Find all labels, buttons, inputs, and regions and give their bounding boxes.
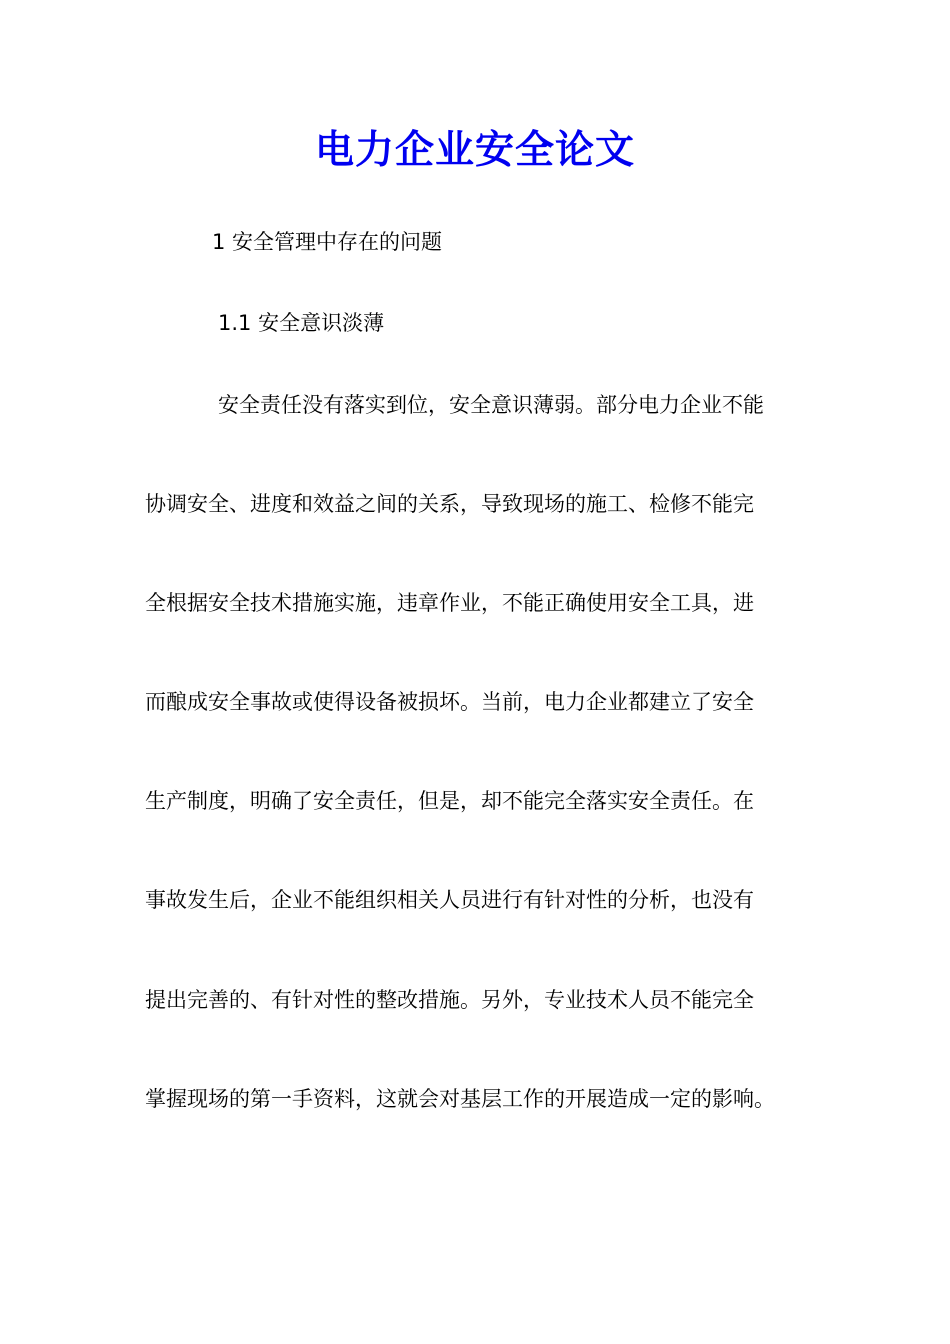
paragraph-line-5: 生产制度，明确了安全责任，但是，却不能完全落实安全责任。在 (145, 789, 754, 813)
paragraph-line-8: 掌握现场的第一手资料，这就会对基层工作的开展造成一定的影响。 (145, 1087, 775, 1111)
paragraph-line-4: 而酿成安全事故或使得设备被损坏。当前，电力企业都建立了安全 (145, 690, 754, 714)
paragraph-line-1: 安全责任没有落实到位，安全意识薄弱。部分电力企业不能 (218, 393, 764, 417)
paragraph-line-2: 协调安全、进度和效益之间的关系，导致现场的施工、检修不能完 (145, 492, 754, 516)
subsection-heading: 1.1 安全意识淡薄 (218, 311, 385, 335)
paragraph-line-6: 事故发生后，企业不能组织相关人员进行有针对性的分析，也没有 (145, 888, 754, 912)
document-title: 电力企业安全论文 (314, 127, 635, 173)
section-heading: 1 安全管理中存在的问题 (212, 230, 443, 254)
paragraph-line-7: 提出完善的、有针对性的整改措施。另外，专业技术人员不能完全 (145, 988, 754, 1012)
paragraph-line-3: 全根据安全技术措施实施，违章作业，不能正确使用安全工具，进 (145, 591, 754, 615)
